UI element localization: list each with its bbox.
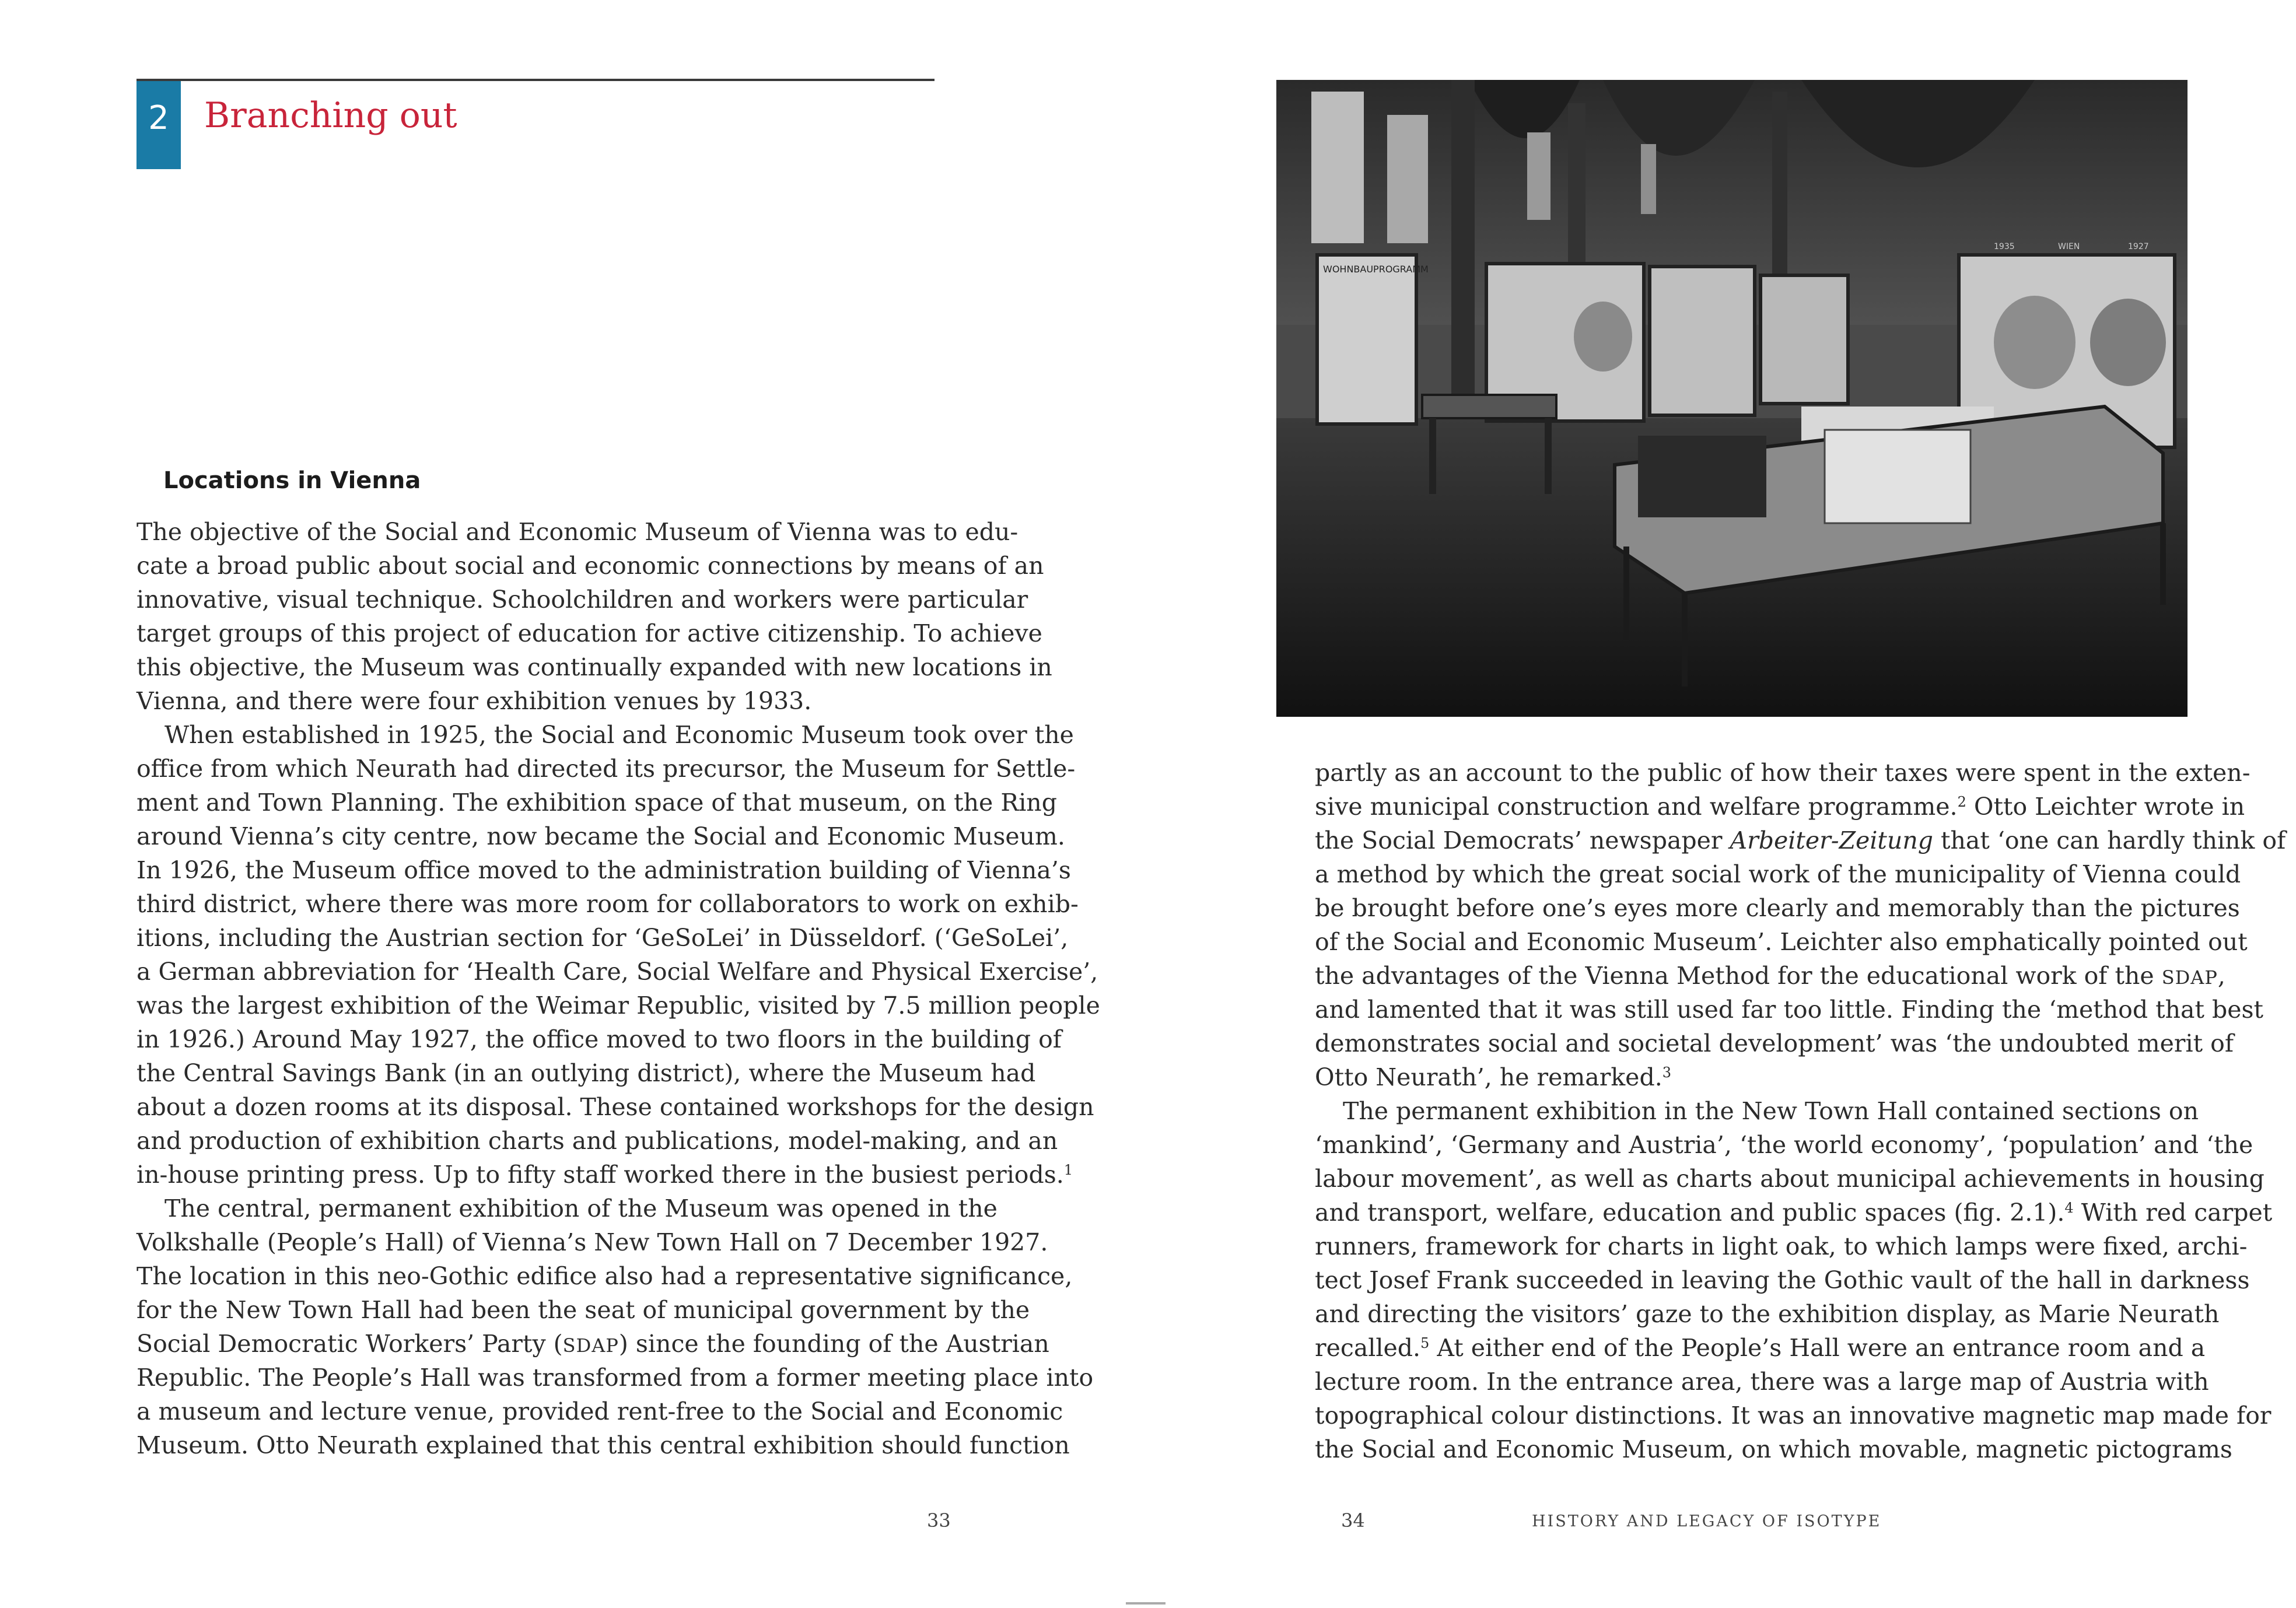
text-line (1315, 891, 2240, 925)
text-run: Otto Neurath’, he remarked. (1315, 1063, 1662, 1091)
chapter-number: 2 (136, 81, 181, 169)
text-line (1315, 824, 2286, 857)
photo-label: WIEN (2058, 242, 2080, 251)
text-line (136, 921, 1069, 955)
text-line (136, 1428, 1070, 1462)
text-run: partly as an account to the public of how their taxes were spent in the exten- (1315, 759, 2250, 787)
text-line (1315, 1365, 2209, 1399)
text-run: runners, framework for charts in light oak, to which lamps were fixed, archi- (1315, 1232, 2248, 1260)
text-line (136, 650, 1052, 684)
photo-label: 1935 (1994, 242, 2015, 251)
text-run: for the New Town Hall had been the seat of municipal government by the (136, 1296, 1030, 1324)
text-line (136, 819, 1065, 853)
text-line (136, 616, 1042, 650)
text-run: was the largest exhibition of the Weimar Republic, visited by 7.5 million people (136, 992, 1100, 1020)
text-line (136, 1395, 1063, 1428)
text-run: itions, including the Austrian section for ‘GeSoLei’ in Düsseldorf. (‘GeSoLei’, (136, 924, 1069, 952)
page-number-right: 34 (1341, 1509, 1365, 1532)
footnote-ref: 1 (1063, 1162, 1073, 1178)
text-run: this objective, the Museum was continually expanded with new locations in (136, 653, 1052, 681)
text-run: Museum. Otto Neurath explained that this central exhibition should function (136, 1431, 1070, 1459)
text-line (1315, 925, 2248, 959)
text-run: Vienna, and there were four exhibition venues by 1933. (136, 687, 812, 715)
text-run: When established in 1925, the Social and Economic Museum took over the (164, 721, 1074, 749)
text-run: In 1926, the Museum office moved to the administration building of Vienna’s (136, 856, 1071, 884)
text-line (1315, 1297, 2220, 1331)
text-run: about a dozen rooms at its disposal. These contained workshops for the design (136, 1093, 1094, 1121)
text-run: a German abbreviation for ‘Health Care, Social Welfare and Physical Exercise’, (136, 958, 1098, 986)
text-run: that ‘one can hardly think of (1933, 826, 2286, 854)
text-run: The location in this neo-Gothic edifice also had a representative significance, (136, 1262, 1073, 1290)
photo-label: WOHNBAUPROGRAMM (1323, 264, 1429, 275)
text-run: the advantages of the Vienna Method for the educational work of the (1315, 962, 2162, 990)
text-line (136, 1293, 1030, 1327)
text-run: Volkshalle (People’s Hall) of Vienna’s New Town Hall on 7 December 1927. (136, 1228, 1048, 1256)
text-run: ‘mankind’, ‘Germany and Austria’, ‘the world economy’, ‘population’ and ‘the (1315, 1131, 2253, 1159)
text-line (1315, 857, 2241, 891)
text-run: SDAP (2161, 966, 2218, 989)
text-run: the Central Savings Bank (in an outlying district), where the Museum had (136, 1059, 1036, 1087)
text-run: third district, where there was more room for collaborators to work on exhib- (136, 890, 1079, 918)
text-line (1315, 1027, 2234, 1060)
text-line (1315, 993, 2264, 1027)
text-line (136, 989, 1100, 1022)
text-run: be brought before one’s eyes more clearly and memorably than the pictures (1315, 894, 2240, 922)
text-line (136, 1124, 1058, 1158)
footnote-ref: 5 (1420, 1335, 1430, 1351)
text-run: around Vienna’s city centre, now became the Social and Economic Museum. (136, 822, 1065, 850)
text-line (1315, 1399, 2272, 1432)
text-run: in-house printing press. Up to fifty staff worked there in the busiest periods. (136, 1161, 1064, 1189)
text-run: ment and Town Planning. The exhibition space of that museum, on the Ring (136, 789, 1057, 817)
text-run: Social Democratic Workers’ Party ( (136, 1330, 563, 1358)
photo-label: 1927 (2128, 242, 2149, 251)
text-line (1315, 1162, 2264, 1196)
text-line (136, 1158, 1073, 1192)
text-run: recalled. (1315, 1334, 1421, 1362)
crop-mark (1126, 1602, 1166, 1605)
text-line (136, 515, 1019, 549)
text-run: The objective of the Social and Economic Museum of Vienna was to edu- (136, 518, 1019, 546)
text-run: labour movement’, as well as charts about municipal achievements in housing (1315, 1165, 2264, 1193)
text-line (136, 1361, 1094, 1395)
text-line (1315, 1331, 2206, 1365)
text-run: Arbeiter-Zeitung (1730, 826, 1933, 854)
text-run: the Social Democrats’ newspaper (1315, 826, 1730, 854)
text-run: the Social and Economic Museum, on which movable, magnetic pictograms (1315, 1435, 2232, 1463)
text-line (1315, 1128, 2253, 1162)
text-run: innovative, visual technique. Schoolchildren and workers were particular (136, 586, 1028, 614)
text-run: in 1926.) Around May 1927, the office moved to two floors in the building of (136, 1025, 1062, 1053)
page-number-left: 33 (927, 1509, 951, 1532)
text-line (136, 1090, 1094, 1124)
text-run: and lamented that it was still used far too little. Finding the ‘method that best (1315, 996, 2264, 1024)
text-run: a method by which the great social work of the municipality of Vienna could (1315, 860, 2241, 888)
text-run: With red carpet (2073, 1199, 2273, 1227)
text-line (136, 1259, 1073, 1293)
text-line (1315, 1432, 2232, 1466)
text-line (1315, 1060, 2178, 1094)
text-line (136, 1056, 1036, 1090)
text-line (136, 684, 979, 718)
text-line (136, 718, 1074, 752)
left-page-body (136, 515, 1100, 1462)
chapter-rule (136, 79, 935, 81)
running-head: HISTORY AND LEGACY OF ISOTYPE (1532, 1512, 1882, 1530)
text-run: and transport, welfare, education and public spaces (fig. 2.1). (1315, 1199, 2065, 1227)
text-line (136, 1022, 1062, 1056)
text-run: The permanent exhibition in the New Town Hall contained sections on (1343, 1097, 2199, 1125)
text-line (136, 955, 1098, 989)
text-run: Republic. The People’s Hall was transformed from a former meeting place into (136, 1364, 1094, 1392)
text-line (136, 752, 1076, 786)
text-line (1315, 1229, 2248, 1263)
text-run: sive municipal construction and welfare programme. (1315, 793, 1958, 821)
text-run: Otto Leichter wrote in (1966, 793, 2245, 821)
text-line (136, 583, 1028, 616)
text-run: cate a broad public about social and economic connections by means of an (136, 552, 1044, 580)
footnote-ref: 2 (1957, 794, 1966, 810)
text-run: The central, permanent exhibition of the Museum was opened in the (164, 1194, 998, 1222)
text-line (136, 1225, 1048, 1259)
right-page-body (1315, 756, 2286, 1466)
text-run: and directing the visitors’ gaze to the exhibition display, as Marie Neurath (1315, 1300, 2220, 1328)
text-line (136, 1192, 998, 1225)
text-run: of the Social and Economic Museum’. Leichter also emphatically pointed out (1315, 928, 2248, 956)
text-run: office from which Neurath had directed its precursor, the Museum for Settle- (136, 755, 1076, 783)
footnote-ref: 3 (1662, 1064, 1672, 1081)
text-run: SDAP (562, 1334, 619, 1357)
text-line (1315, 756, 2250, 790)
text-run: , (2217, 962, 2225, 990)
exhibition-photo (1276, 80, 2188, 717)
section-heading: Locations in Vienna (163, 467, 421, 494)
text-run: topographical colour distinctions. It was an innovative magnetic map made for (1315, 1402, 2272, 1430)
text-line (136, 853, 1071, 887)
text-line (136, 1327, 1049, 1361)
text-run: target groups of this project of education for active citizenship. To achieve (136, 619, 1042, 647)
text-line (1315, 1263, 2250, 1297)
text-line (136, 786, 1057, 819)
chapter-title: Branching out (204, 95, 457, 136)
footnote-ref: 4 (2064, 1200, 2074, 1216)
text-run: lecture room. In the entrance area, there was a large map of Austria with (1315, 1368, 2209, 1396)
text-line (136, 887, 1079, 921)
text-run: ) since the founding of the Austrian (618, 1330, 1049, 1358)
text-run: and production of exhibition charts and publications, model-making, and an (136, 1127, 1058, 1155)
text-run: At either end of the People’s Hall were an entrance room and a (1429, 1334, 2206, 1362)
text-line (1315, 1094, 2199, 1128)
text-line (1315, 790, 2245, 824)
text-run: a museum and lecture venue, provided rent-free to the Social and Economic (136, 1397, 1063, 1425)
text-line (1315, 1196, 2273, 1229)
text-line (136, 549, 1044, 583)
text-run: demonstrates social and societal development’ was ‘the undoubted merit of (1315, 1029, 2234, 1057)
text-run: tect Josef Frank succeeded in leaving the Gothic vault of the hall in darkness (1315, 1266, 2250, 1294)
text-line (1315, 959, 2225, 993)
